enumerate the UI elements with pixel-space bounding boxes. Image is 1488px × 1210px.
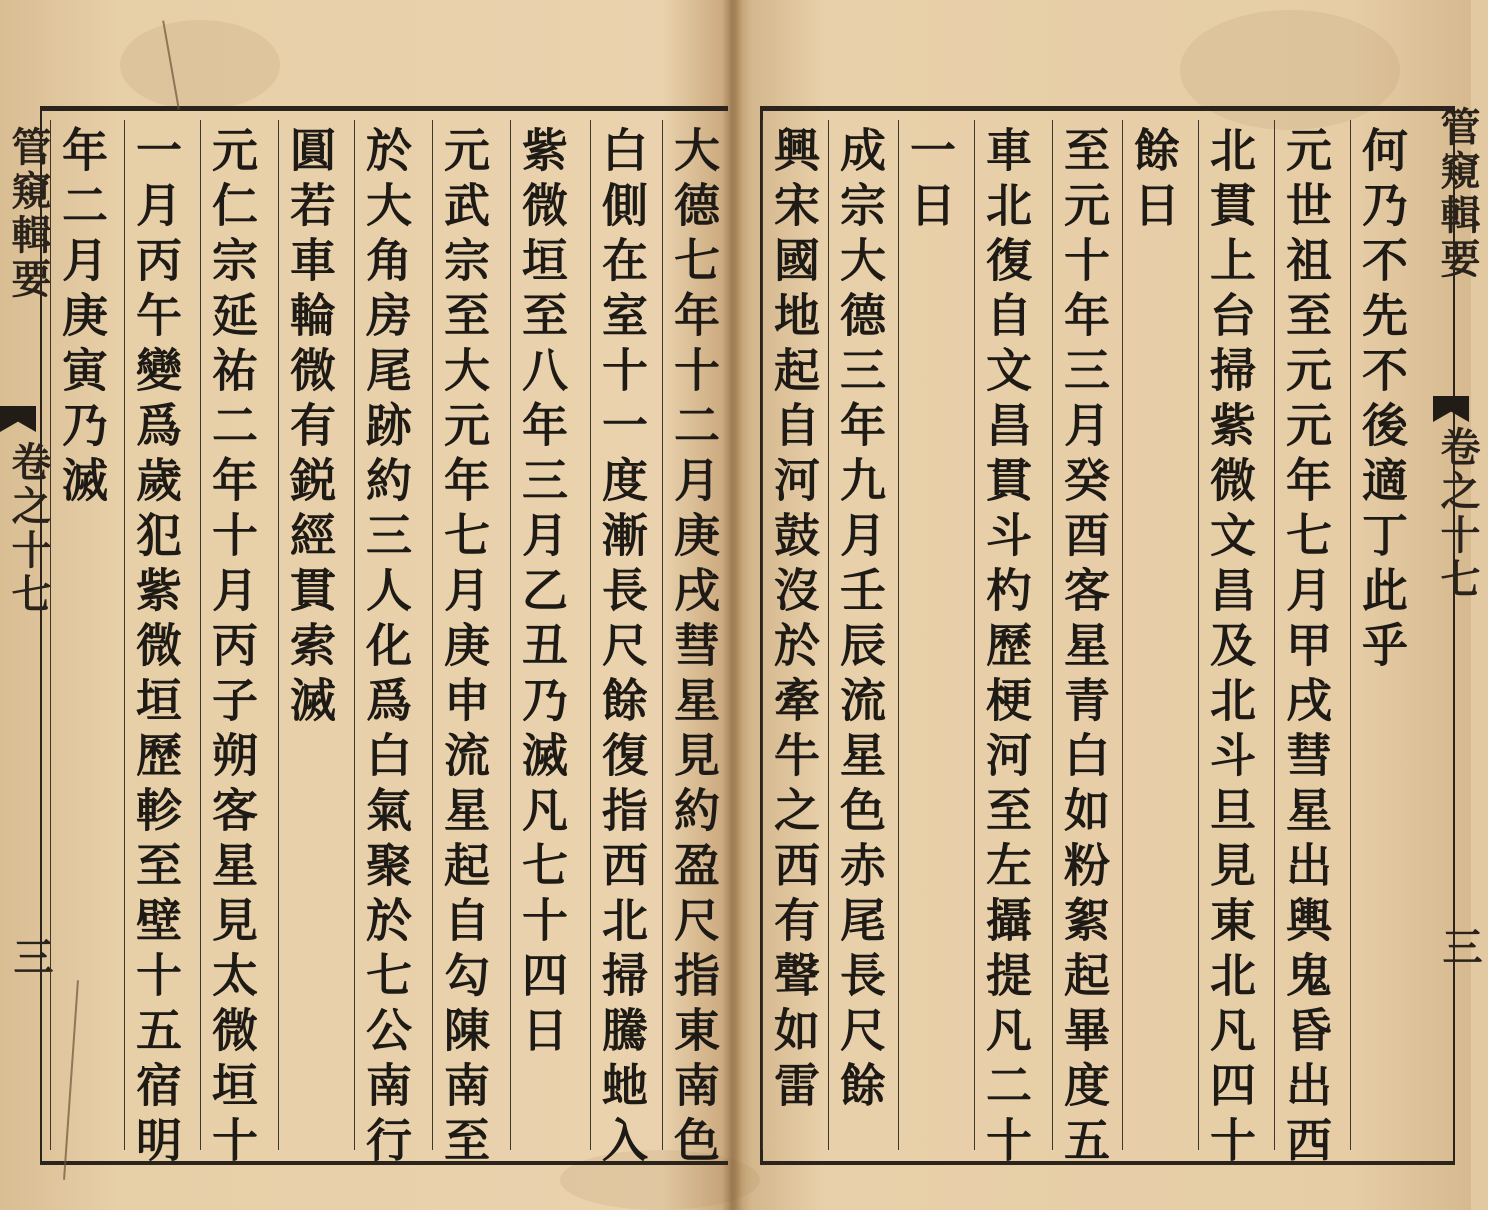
text-column bbox=[200, 120, 262, 1171]
text-column bbox=[828, 120, 890, 1150]
column-text: 元世祖至元元年七月甲戌彗星出輿鬼昏出西 bbox=[1279, 126, 1333, 1171]
banxin-folio: 三 bbox=[1436, 926, 1483, 966]
column-text: 餘日 bbox=[1127, 126, 1181, 236]
text-column bbox=[662, 120, 724, 1171]
column-text: 大德七年十二月庚戌彗星見約盈尺指東南色 bbox=[667, 126, 721, 1171]
banxin-volume: 卷之十七 bbox=[1434, 426, 1481, 602]
column-text: 至元十年三月癸酉客星青白如粉絮起畢度五 bbox=[1057, 126, 1111, 1171]
column-text: 一日 bbox=[903, 126, 957, 236]
banxin-title: 管窺輯要 bbox=[1434, 106, 1481, 282]
text-column bbox=[432, 120, 494, 1171]
text-column bbox=[590, 120, 652, 1171]
right-banxin bbox=[1429, 106, 1483, 1166]
text-column bbox=[510, 120, 572, 1150]
column-text: 白側在室十一度漸長尺餘復指西北掃騰虵入 bbox=[595, 126, 649, 1171]
text-column bbox=[1122, 120, 1184, 1150]
left-page bbox=[0, 0, 726, 1210]
text-column bbox=[974, 120, 1036, 1171]
text-column bbox=[278, 120, 340, 1150]
text-column bbox=[1052, 120, 1114, 1171]
left-banxin bbox=[0, 106, 54, 1166]
banxin-volume: 卷之十七 bbox=[5, 441, 52, 617]
column-text: 成宗大德三年九月壬辰流星色赤尾長尺餘 bbox=[833, 126, 887, 1116]
paper-crack bbox=[162, 21, 180, 110]
text-column bbox=[124, 120, 186, 1171]
banxin-title: 管窺輯要 bbox=[5, 126, 52, 302]
column-text: 於大角房尾跡約三人化爲白氣聚於七公南行 bbox=[359, 126, 413, 1171]
column-text: 圓若車輪微有鋭經貫索滅 bbox=[283, 126, 337, 731]
fishtail-mark bbox=[1433, 396, 1469, 422]
column-text: 紫微垣至八年三月乙丑乃滅凡七十四日 bbox=[515, 126, 569, 1061]
column-text: 元武宗至大元年七月庚申流星起自勾陳南至 bbox=[437, 126, 491, 1171]
text-column bbox=[50, 120, 112, 1150]
text-column bbox=[1198, 120, 1260, 1171]
text-column bbox=[898, 120, 960, 1150]
text-column bbox=[354, 120, 416, 1171]
column-text: 元仁宗延祐二年十月丙子朔客星見太微垣十 bbox=[205, 126, 259, 1171]
text-column bbox=[762, 120, 824, 1150]
fishtail-mark bbox=[0, 406, 36, 432]
text-column bbox=[1350, 120, 1412, 1150]
column-text: 車北復自文昌貫斗杓歷梗河至左攝提凡二十 bbox=[979, 126, 1033, 1171]
column-text: 年二月庚寅乃滅 bbox=[55, 126, 109, 511]
banxin-folio: 三 bbox=[7, 936, 54, 976]
text-column bbox=[1274, 120, 1336, 1171]
column-text: 何乃不先不後適丁此乎 bbox=[1355, 126, 1409, 676]
column-text: 北貫上台掃紫微文昌及北斗旦見東北凡四十 bbox=[1203, 126, 1257, 1171]
column-text: 一月丙午變爲歲犯紫微垣歷軫至壁十五宿明 bbox=[129, 126, 183, 1171]
column-text: 興宋國地起自河鼓沒於牽牛之西有聲如雷 bbox=[767, 126, 821, 1116]
right-page bbox=[738, 0, 1471, 1210]
